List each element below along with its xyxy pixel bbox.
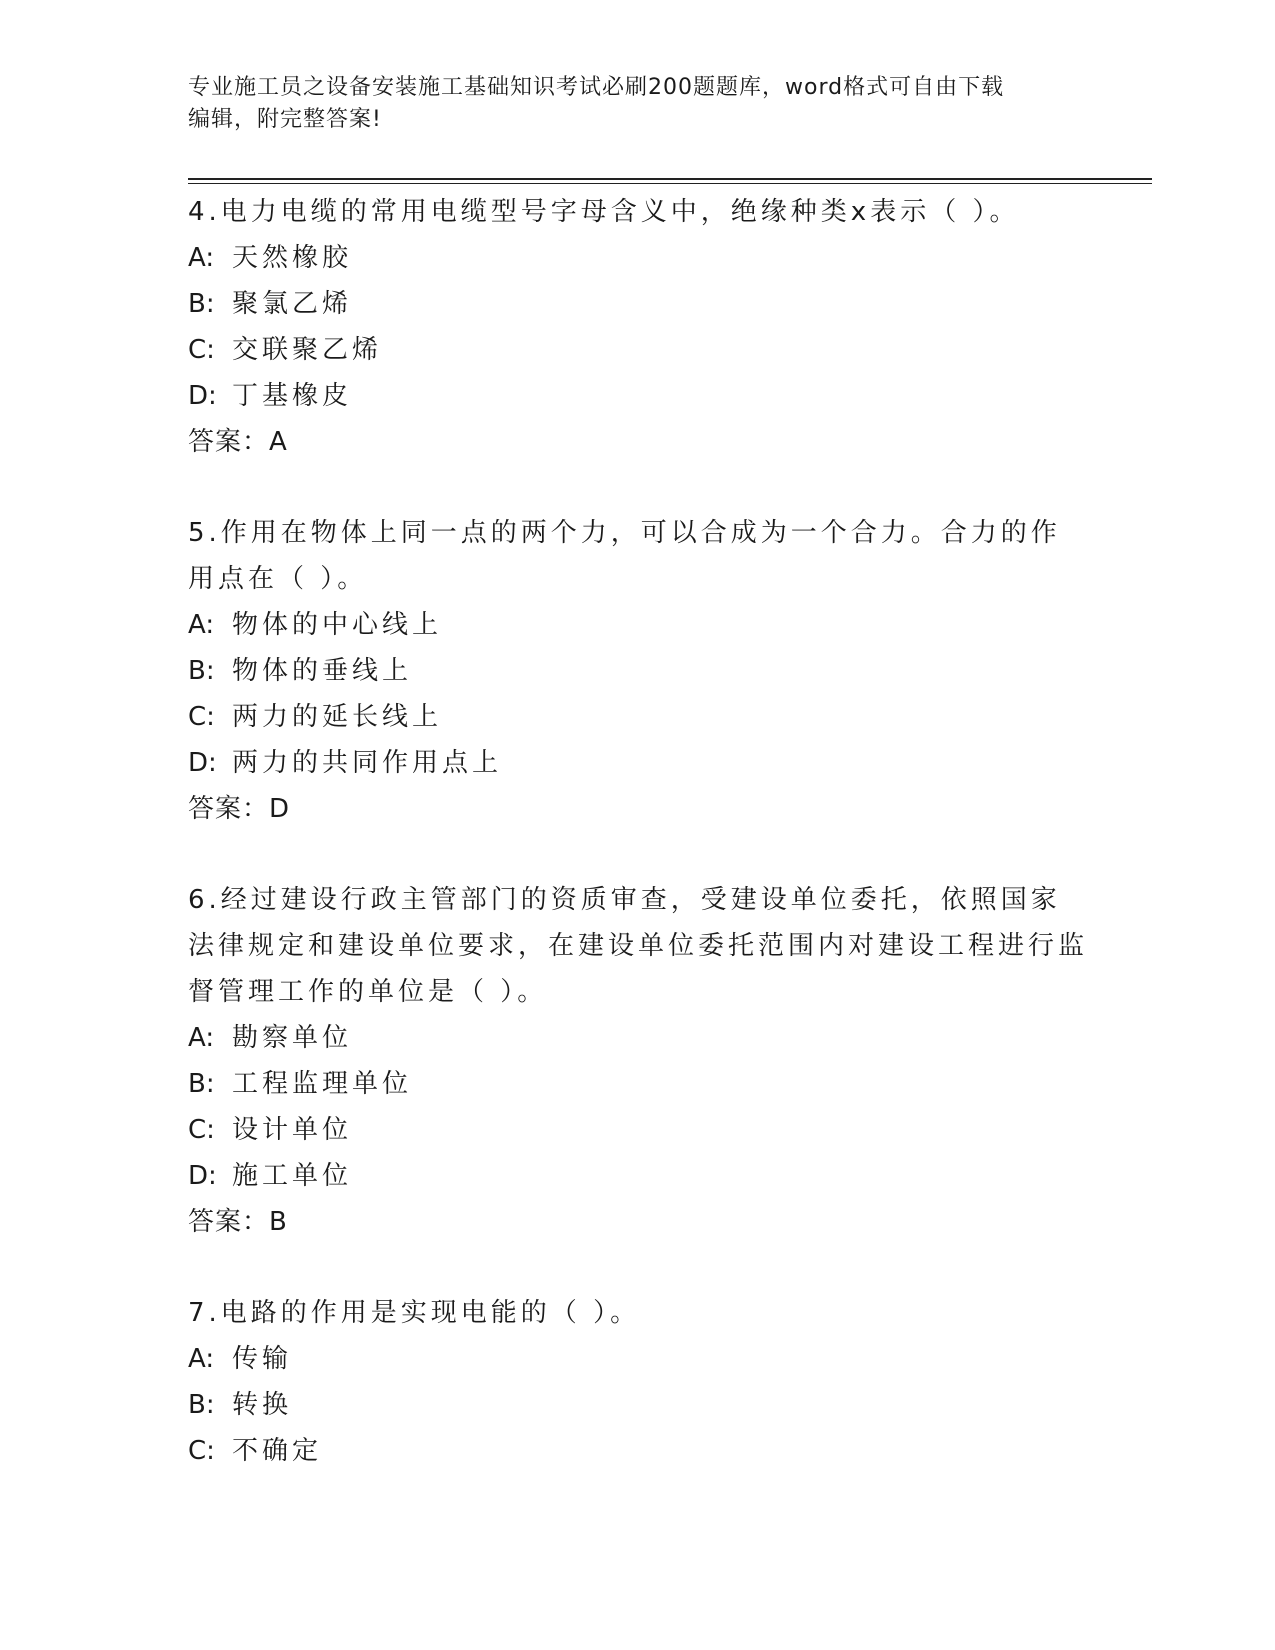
header-divider-thin (188, 183, 1152, 184)
option-text: 天然橡胶 (232, 243, 353, 273)
option-a (188, 235, 1088, 281)
option-letter: D: (188, 1161, 217, 1191)
option-b (188, 648, 1088, 694)
question-7 (188, 1290, 1088, 1474)
question-5 (188, 510, 1088, 832)
option-letter: B: (188, 656, 215, 686)
option-letter: A: (188, 1344, 215, 1374)
option-b (188, 281, 1088, 327)
option-c (188, 1107, 1088, 1153)
option-text: 设计单位 (232, 1115, 353, 1145)
option-d (188, 373, 1088, 419)
option-text: 聚氯乙烯 (232, 289, 353, 319)
option-d (188, 740, 1088, 786)
option-a (188, 602, 1088, 648)
question-stem: 4.电力电缆的常用电缆型号字母含义中，绝缘种类x表示（ ）。 (188, 197, 1020, 227)
option-letter: C: (188, 1436, 215, 1466)
answer-label: 答案：B (188, 1207, 288, 1237)
header-title-line1: 专业施工员之设备安装施工基础知识考试必刷200题题库，word格式可自由下载 (188, 75, 1005, 100)
option-text: 施工单位 (232, 1161, 353, 1191)
option-letter: C: (188, 702, 215, 732)
option-text: 丁基橡皮 (232, 381, 353, 411)
option-c (188, 327, 1088, 373)
option-a (188, 1336, 1088, 1382)
option-letter: B: (188, 1390, 215, 1420)
question-4 (188, 189, 1088, 465)
option-text: 物体的垂线上 (232, 656, 413, 686)
question-stem: 5.作用在物体上同一点的两个力，可以合成为一个合力。合力的作用点在（ ）。 (188, 518, 1061, 594)
option-d (188, 1153, 1088, 1199)
option-text: 两力的延长线上 (232, 702, 443, 732)
option-text: 工程监理单位 (232, 1069, 413, 1099)
option-letter: B: (188, 289, 215, 319)
document-header (188, 72, 1088, 136)
option-letter: A: (188, 243, 215, 273)
header-title-line2: 编辑，附完整答案! (188, 107, 382, 132)
option-c (188, 1428, 1088, 1474)
answer-label: 答案：D (188, 794, 291, 824)
question-stem: 7.电路的作用是实现电能的（ ）。 (188, 1298, 641, 1328)
option-b (188, 1382, 1088, 1428)
question-stem: 6.经过建设行政主管部门的资质审查，受建设单位委托，依照国家法律规定和建设单位要求，在建设单位委托范围内对建设工程进行监督管理工作的单位是（ ）。 (188, 885, 1089, 1007)
question-list (188, 189, 1088, 1474)
option-text: 两力的共同作用点上 (232, 748, 503, 778)
header-divider-thick (188, 178, 1152, 180)
option-letter: C: (188, 1115, 215, 1145)
option-letter: A: (188, 1023, 215, 1053)
option-letter: A: (188, 610, 215, 640)
option-b (188, 1061, 1088, 1107)
option-text: 不确定 (232, 1436, 323, 1466)
question-6 (188, 877, 1088, 1245)
option-letter: C: (188, 335, 215, 365)
option-text: 勘察单位 (232, 1023, 353, 1053)
option-text: 传输 (232, 1344, 293, 1374)
option-c (188, 694, 1088, 740)
answer-label: 答案：A (188, 427, 288, 457)
option-letter: B: (188, 1069, 215, 1099)
option-letter: D: (188, 381, 217, 411)
option-a (188, 1015, 1088, 1061)
option-text: 转换 (232, 1390, 293, 1420)
option-text: 交联聚乙烯 (232, 335, 383, 365)
option-text: 物体的中心线上 (232, 610, 443, 640)
option-letter: D: (188, 748, 217, 778)
